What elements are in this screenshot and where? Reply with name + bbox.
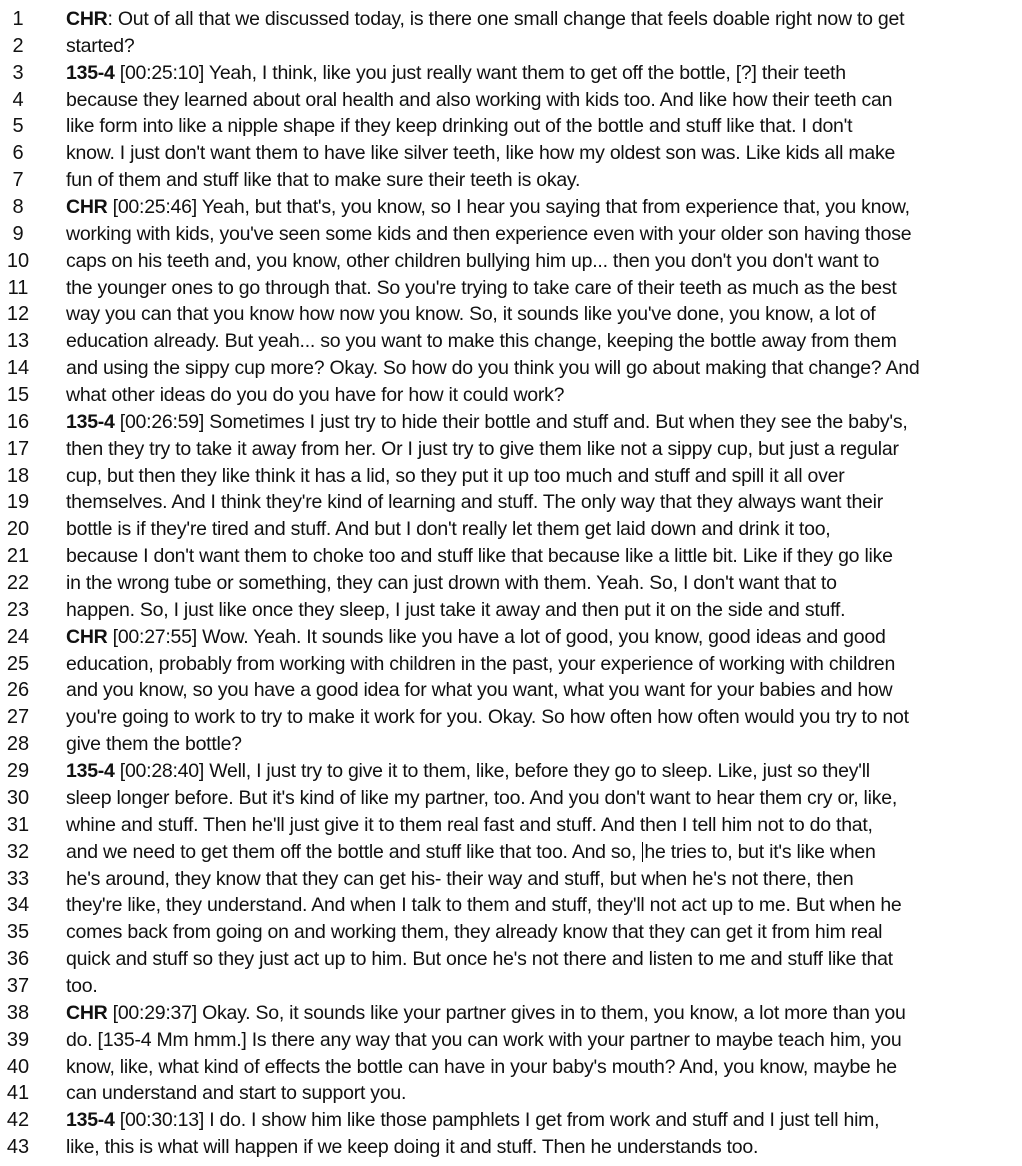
transcript-line — [0, 1134, 1022, 1161]
utterance-text: too. — [66, 974, 98, 997]
line-number: 21 — [6, 545, 30, 568]
line-number: 37 — [6, 974, 30, 997]
line-text[interactable] — [66, 1107, 879, 1134]
utterance-text: [00:25:46] Yeah, but that's, you know, so I hear you saying that from experience that, you know, — [107, 196, 910, 219]
transcript-line — [0, 140, 1022, 167]
line-text[interactable] — [66, 516, 830, 543]
transcript-line — [0, 463, 1022, 490]
line-text[interactable] — [66, 463, 844, 490]
line-number: 27 — [6, 706, 30, 729]
line-number: 9 — [12, 222, 24, 245]
line-text[interactable] — [66, 113, 852, 140]
line-number: 42 — [6, 1109, 30, 1132]
line-text[interactable] — [66, 651, 895, 678]
line-number: 18 — [6, 464, 30, 487]
utterance-text: happen. So, I just like once they sleep, I just take it away and then put it on the side and stuff. — [66, 598, 846, 621]
transcript-line — [0, 1027, 1022, 1054]
speaker-label: 135-4 — [66, 410, 115, 433]
utterance-text: whine and stuff. Then he'll just give it to them real fast and stuff. And then I tell him not to do that, — [66, 813, 873, 836]
line-number: 24 — [6, 625, 30, 648]
line-text[interactable] — [66, 892, 902, 919]
line-number: 36 — [6, 948, 30, 971]
line-number: 23 — [6, 598, 30, 621]
utterance-text: give them the bottle? — [66, 733, 242, 756]
line-text[interactable] — [66, 436, 899, 463]
line-text[interactable] — [66, 597, 845, 624]
line-number: 16 — [6, 410, 30, 433]
utterance-text: [00:29:37] Okay. So, it sounds like your partner gives in to them, you know, a lot more than you — [107, 1001, 906, 1024]
line-text[interactable] — [66, 866, 853, 893]
line-number: 29 — [6, 760, 30, 783]
utterance-text: quick and stuff so they just act up to him. But once he's not there and listen to me and stuff like that — [66, 948, 893, 971]
utterance-text: [00:28:40] Well, I just try to give it to them, like, before they go to sleep. Like, just so they'll — [114, 760, 870, 783]
utterance-text: sleep longer before. But it's kind of like my partner, too. And you don't want to hear them cry or, like, — [66, 786, 897, 809]
line-text[interactable] — [66, 87, 892, 114]
line-number: 12 — [6, 303, 30, 326]
utterance-text: themselves. And I think they're kind of learning and stuff. The only way that they always want their — [66, 491, 883, 514]
transcript-line — [0, 919, 1022, 946]
utterance-text: because they learned about oral health and also working with kids too. And like how their teeth can — [66, 88, 893, 111]
line-number: 41 — [6, 1082, 30, 1105]
utterance-text: he tries to, but it's like when — [644, 840, 876, 863]
line-text[interactable] — [66, 60, 846, 87]
transcript-line — [0, 1000, 1022, 1027]
utterance-text: caps on his teeth and, you know, other children bullying him up... then you don't you don't want to — [66, 249, 880, 272]
transcript-line — [0, 624, 1022, 651]
line-number: 11 — [7, 276, 29, 299]
line-text[interactable] — [66, 543, 893, 570]
transcript-line — [0, 355, 1022, 382]
transcript-line — [0, 248, 1022, 275]
line-text[interactable] — [66, 677, 892, 704]
transcript-line — [0, 973, 1022, 1000]
line-text[interactable] — [66, 1027, 901, 1054]
utterance-text: because I don't want them to choke too and stuff like that because like a little bit. Like if they go like — [66, 545, 893, 568]
line-number: 10 — [6, 249, 30, 272]
utterance-text: the younger ones to go through that. So you're trying to take care of their teeth as much as the best — [66, 276, 897, 299]
line-text[interactable] — [66, 624, 886, 651]
line-text[interactable] — [66, 731, 242, 758]
line-number: 26 — [6, 679, 30, 702]
line-text[interactable] — [66, 275, 897, 302]
line-text[interactable] — [66, 33, 134, 60]
line-text[interactable] — [66, 758, 870, 785]
transcript-line — [0, 812, 1022, 839]
speaker-label: 135-4 — [66, 1109, 115, 1132]
utterance-text: can understand and start to support you. — [66, 1082, 407, 1105]
line-text[interactable] — [66, 973, 98, 1000]
line-text[interactable] — [66, 194, 910, 221]
line-text[interactable] — [66, 1054, 897, 1081]
transcript-line — [0, 543, 1022, 570]
transcript-line — [0, 1080, 1022, 1107]
transcript-line — [0, 87, 1022, 114]
line-text[interactable] — [66, 919, 882, 946]
line-number: 40 — [6, 1055, 30, 1078]
line-number: 15 — [6, 384, 30, 407]
transcript-line — [0, 382, 1022, 409]
transcript-line — [0, 60, 1022, 87]
line-text[interactable] — [66, 6, 904, 33]
utterance-text: [00:26:59] Sometimes I just try to hide their bottle and stuff and. But when they see the baby's, — [114, 410, 908, 433]
utterance-text: [00:25:10] Yeah, I think, like you just really want them to get off the bottle, [?] their teeth — [114, 61, 846, 84]
utterance-text: comes back from going on and working them, they already know that they can get it from him real — [66, 921, 883, 944]
transcript-line — [0, 301, 1022, 328]
transcript-line — [0, 839, 1022, 866]
speaker-label: CHR — [66, 1001, 108, 1024]
transcript-line — [0, 731, 1022, 758]
line-text[interactable] — [66, 704, 909, 731]
line-number: 39 — [6, 1028, 30, 1051]
transcript-document — [0, 6, 1022, 1161]
utterance-text: fun of them and stuff like that to make sure their teeth is okay. — [66, 169, 581, 192]
transcript-line — [0, 758, 1022, 785]
line-text[interactable] — [66, 489, 883, 516]
line-number: 31 — [6, 813, 30, 836]
utterance-text: education already. But yeah... so you want to make this change, keeping the bottle away from them — [66, 330, 897, 353]
line-number: 28 — [6, 733, 30, 756]
line-text[interactable] — [66, 328, 897, 355]
utterance-text: and you know, so you have a good idea for what you want, what you want for your babies and how — [66, 679, 893, 702]
transcript-line — [0, 946, 1022, 973]
line-number: 17 — [6, 437, 30, 460]
line-number: 30 — [6, 786, 30, 809]
utterance-text: he's around, they know that they can get his- their way and stuff, but when he's not there, then — [66, 867, 854, 890]
line-number: 3 — [12, 61, 24, 84]
line-text[interactable] — [66, 248, 879, 275]
line-number: 6 — [12, 142, 24, 165]
speaker-label: 135-4 — [66, 760, 115, 783]
line-number: 1 — [12, 8, 24, 30]
utterance-text: you're going to work to try to make it work for you. Okay. So how often how often would you try to not — [66, 706, 909, 729]
line-text[interactable] — [66, 839, 876, 866]
line-text[interactable] — [66, 1000, 906, 1027]
transcript-line — [0, 221, 1022, 248]
utterance-text: [00:30:13] I do. I show him like those pamphlets I get from work and stuff and I just tell him, — [114, 1109, 880, 1132]
line-number: 38 — [6, 1001, 30, 1024]
transcript-line — [0, 1107, 1022, 1134]
transcript-line — [0, 489, 1022, 516]
utterance-text: [00:27:55] Wow. Yeah. It sounds like you have a lot of good, you know, good ideas and good — [107, 625, 886, 648]
utterance-text: like form into like a nipple shape if they keep drinking out of the bottle and stuff like that. I don't — [66, 115, 853, 138]
line-text[interactable] — [66, 301, 875, 328]
utterance-text: started? — [66, 34, 135, 57]
line-text[interactable] — [66, 409, 908, 436]
utterance-text: what other ideas do you do you have for how it could work? — [66, 384, 565, 407]
transcript-line — [0, 167, 1022, 194]
utterance-text: and using the sippy cup more? Okay. So how do you think you will go about making that change? And — [66, 357, 920, 380]
line-number: 7 — [12, 169, 24, 192]
utterance-text: in the wrong tube or something, they can just drown with them. Yeah. So, I don't want that to — [66, 572, 837, 595]
line-number: 43 — [6, 1136, 30, 1159]
utterance-text: like, this is what will happen if we keep doing it and stuff. Then he understands too. — [66, 1136, 759, 1159]
transcript-line — [0, 275, 1022, 302]
transcript-line — [0, 516, 1022, 543]
utterance-text: working with kids, you've seen some kids and then experience even with your older son having those — [66, 222, 912, 245]
transcript-line — [0, 33, 1022, 60]
utterance-text: : Out of all that we discussed today, is there one small change that feels doable right now to get — [107, 8, 905, 30]
utterance-text: they're like, they understand. And when I talk to them and stuff, they'll not act up to me. But when he — [66, 894, 902, 917]
line-number: 20 — [6, 518, 30, 541]
transcript-line — [0, 113, 1022, 140]
line-number: 13 — [6, 330, 30, 353]
line-number: 34 — [6, 894, 30, 917]
line-number: 2 — [12, 34, 24, 57]
utterance-text: know, like, what kind of effects the bottle can have in your baby's mouth? And, you know, maybe he — [66, 1055, 897, 1078]
line-number: 4 — [12, 88, 24, 111]
line-text[interactable] — [66, 946, 893, 973]
utterance-text: bottle is if they're tired and stuff. And but I don't really let them get laid down and drink it too, — [66, 518, 831, 541]
transcript-line — [0, 704, 1022, 731]
line-number: 19 — [6, 491, 30, 514]
line-text[interactable] — [66, 382, 564, 409]
utterance-text: do. [135-4 Mm hmm.] Is there any way that you can work with your partner to maybe teach him, you — [66, 1028, 902, 1051]
line-number: 33 — [6, 867, 30, 890]
utterance-text: way you can that you know how now you know. So, it sounds like you've done, you know, a lot of — [66, 303, 876, 326]
line-text[interactable] — [66, 1134, 758, 1161]
line-number: 22 — [6, 572, 30, 595]
transcript-line — [0, 677, 1022, 704]
utterance-text: know. I just don't want them to have like silver teeth, like how my oldest son was. Like kids all make — [66, 142, 896, 165]
line-text[interactable] — [66, 570, 837, 597]
utterance-text: then they try to take it away from her. Or I just try to give them like not a sippy cup, but just a regular — [66, 437, 899, 460]
transcript-line — [0, 409, 1022, 436]
speaker-label: CHR — [66, 625, 108, 648]
speaker-label: CHR — [66, 196, 108, 219]
line-text[interactable] — [66, 140, 895, 167]
transcript-line — [0, 436, 1022, 463]
line-text[interactable] — [66, 355, 919, 382]
transcript-line — [0, 651, 1022, 678]
transcript-line — [0, 6, 1022, 33]
line-text[interactable] — [66, 812, 873, 839]
line-number: 8 — [12, 196, 24, 219]
line-number: 14 — [6, 357, 30, 380]
transcript-line — [0, 328, 1022, 355]
transcript-line — [0, 892, 1022, 919]
line-number: 32 — [6, 840, 30, 863]
line-text[interactable] — [66, 785, 897, 812]
line-number: 5 — [12, 115, 24, 138]
transcript-line — [0, 1054, 1022, 1081]
line-number: 25 — [6, 652, 30, 675]
transcript-line — [0, 194, 1022, 221]
speaker-label: 135-4 — [66, 61, 115, 84]
line-text[interactable] — [66, 221, 911, 248]
transcript-line — [0, 570, 1022, 597]
line-text[interactable] — [66, 167, 580, 194]
transcript-line — [0, 785, 1022, 812]
utterance-text: cup, but then they like think it has a lid, so they put it up too much and stuff and spill it all over — [66, 464, 845, 487]
utterance-text: and we need to get them off the bottle and stuff like that too. And so, — [66, 840, 642, 863]
speaker-label: CHR — [66, 8, 108, 30]
line-text[interactable] — [66, 1080, 406, 1107]
line-number: 35 — [6, 921, 30, 944]
transcript-line — [0, 597, 1022, 624]
transcript-line — [0, 866, 1022, 893]
utterance-text: education, probably from working with children in the past, your experience of working with children — [66, 652, 896, 675]
